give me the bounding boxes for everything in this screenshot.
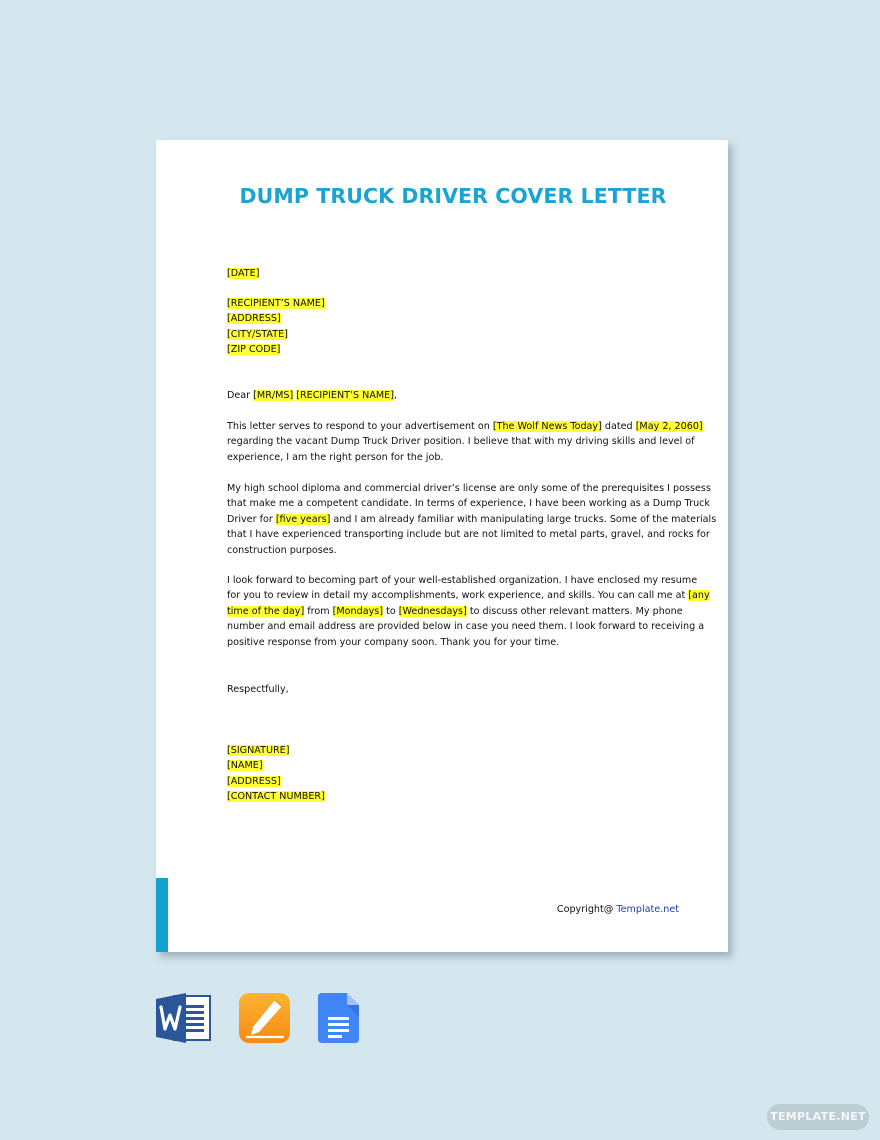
- para1-line: regarding the vacant Dump Truck Driver position. I believe that with my driving skills and level of: [227, 436, 695, 448]
- salutation-name-placeholder: [RECIPIENT’S NAME]: [296, 390, 394, 401]
- para3-text: to discuss other relevant matters. My phone: [466, 605, 683, 617]
- para3-line: positive response from your company soon. Thank you for your time.: [227, 636, 560, 648]
- time-placeholder-start: [any: [688, 590, 710, 602]
- para2-line: construction purposes.: [227, 544, 337, 556]
- para2-text: and I am already familiar with manipulating large trucks. Some of the materials: [330, 513, 717, 525]
- letter-page: [156, 140, 728, 952]
- para3-line: number and email address are provided below in case you need them. I look forward to receiving a: [227, 621, 705, 633]
- copyright-link[interactable]: Template.net: [616, 904, 679, 915]
- google-docs-icon[interactable]: [318, 993, 359, 1048]
- recipient-city-state-placeholder: [CITY/STATE]: [227, 328, 288, 340]
- ad-date-placeholder: [May 2, 2060]: [635, 421, 703, 432]
- date-line: [227, 266, 687, 281]
- pages-icon[interactable]: [239, 993, 290, 1048]
- contact-number-placeholder: [CONTACT NUMBER]: [227, 791, 325, 803]
- closing: Respectfully,: [227, 684, 289, 695]
- para3-text: to: [383, 605, 399, 617]
- salutation-title-placeholder: [MR/MS]: [253, 390, 294, 401]
- recipient-address-placeholder: [ADDRESS]: [227, 313, 281, 325]
- para1-text: This letter serves to respond to your advertisement on: [227, 421, 493, 432]
- name-placeholder: [NAME]: [227, 760, 263, 772]
- accent-bar: [156, 878, 168, 952]
- signature-placeholder: [SIGNATURE]: [227, 745, 290, 756]
- start-day-placeholder: [Mondays]: [332, 605, 384, 617]
- para2-line: that I have experienced transporting include but are not limited to metal parts, gravel, and rocks for: [227, 529, 710, 541]
- date-placeholder: [DATE]: [227, 268, 260, 279]
- para3-text: from: [304, 605, 333, 617]
- salutation-comma: ,: [394, 390, 398, 401]
- signature-block: [227, 743, 687, 805]
- para3-text: for you to review in detail my accomplishments, work experience, and skills. You can call me at: [227, 590, 689, 602]
- para1-text: dated: [601, 421, 636, 432]
- end-day-placeholder: [Wednesdays]: [398, 605, 467, 617]
- newspaper-placeholder: [The Wolf News Today]: [492, 421, 602, 432]
- address-placeholder: [ADDRESS]: [227, 775, 281, 787]
- salutation: [227, 388, 687, 403]
- template-net-watermark: TEMPLATE.NET: [767, 1104, 869, 1130]
- paragraph-1: [227, 419, 703, 465]
- years-placeholder: [five years]: [275, 513, 331, 525]
- para3-line: I look forward to becoming part of your well-established organization. I have enclosed my resume: [227, 575, 698, 586]
- paragraph-2: [227, 481, 717, 558]
- paragraph-3: [227, 573, 710, 650]
- time-placeholder-end: time of the day]: [227, 605, 305, 617]
- para2-text: Driver for: [227, 513, 276, 525]
- word-icon[interactable]: [156, 993, 212, 1048]
- document-title: DUMP TRUCK DRIVER COVER LETTER: [239, 184, 667, 208]
- copyright-notice: [557, 904, 679, 915]
- salutation-greeting: Dear: [227, 390, 254, 401]
- recipient-name-placeholder: [RECIPIENT’S NAME]: [227, 298, 325, 309]
- para1-line: experience, I am the right person for the job.: [227, 451, 444, 463]
- recipient-block: [227, 296, 687, 358]
- recipient-zip-placeholder: [ZIP CODE]: [227, 344, 281, 356]
- para2-line: My high school diploma and commercial driver’s license are only some of the prerequisites I possess: [227, 483, 711, 494]
- para2-line: that make me a competent candidate. In terms of experience, I have been working as a Dump Truck: [227, 498, 710, 510]
- copyright-prefix: Copyright@: [556, 904, 617, 915]
